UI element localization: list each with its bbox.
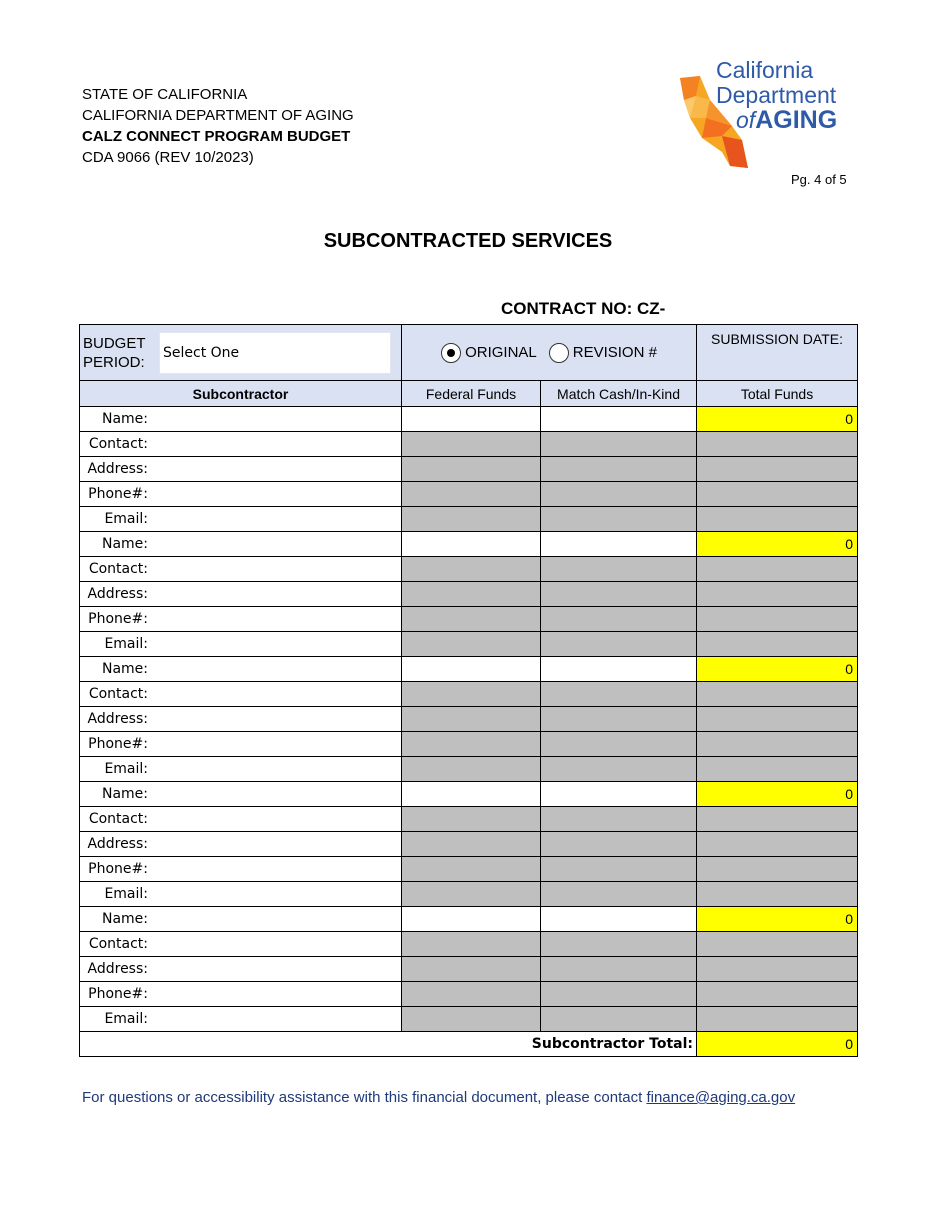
column-header-subcontractor: Subcontractor [80,381,402,407]
subcontractor-name-input[interactable] [152,407,402,432]
email-input[interactable] [152,507,402,532]
address-input[interactable] [152,707,402,732]
subcontractor-4-phone-row [80,857,858,882]
revision-radio-label: REVISION # [572,344,657,361]
header-line-state: STATE OF CALIFORNIA [82,86,248,103]
finance-email-link[interactable]: finance@aging.ca.gov [646,1089,796,1106]
subcontractor-name-input[interactable] [152,782,402,807]
address-label: Address: [87,461,148,477]
email-input[interactable] [152,632,402,657]
contact-label: Contact: [88,811,148,827]
submission-date-field[interactable]: SUBMISSION DATE: [697,325,858,381]
subcontractor-1-address-row [80,457,858,482]
subcontractor-3-phone-row [80,732,858,757]
subcontractor-1-phone-row [80,482,858,507]
footer-note [82,1089,795,1106]
phone-input[interactable] [152,857,402,882]
contact-label: Contact: [88,686,148,702]
subcontractor-2-contact-row [80,557,858,582]
contract-number-label[interactable]: CONTRACT NO: CZ- [501,299,666,318]
email-label: Email: [104,761,148,777]
header-block [82,84,354,168]
match-input[interactable] [541,407,697,432]
phone-input[interactable] [152,982,402,1007]
phone-input[interactable] [152,732,402,757]
subcontractor-5-name-row [80,907,858,932]
subcontractor-name-input[interactable] [152,532,402,557]
subcontractor-4-address-row [80,832,858,857]
contact-input[interactable] [152,807,402,832]
contact-input[interactable] [152,432,402,457]
budget-period-select[interactable]: Select One [159,332,391,374]
header-line-program: CALZ CONNECT PROGRAM BUDGET [82,128,351,145]
total-funds-value: 0 [697,782,858,807]
phone-label: Phone#: [88,986,148,1002]
address-label: Address: [87,836,148,852]
subcontractor-2-address-row [80,582,858,607]
federal-funds-input[interactable] [402,657,541,682]
address-label: Address: [87,961,148,977]
page-number: Pg. 4 of 5 [791,172,847,187]
federal-funds-input[interactable] [402,532,541,557]
email-label: Email: [104,511,148,527]
match-input[interactable] [541,782,697,807]
contact-input[interactable] [152,682,402,707]
logo-of: of [736,107,756,133]
agency-logo-wordmark [716,58,837,133]
address-input[interactable] [152,832,402,857]
subcontractor-5-phone-row [80,982,858,1007]
subcontractor-total-value: 0 [697,1032,858,1057]
header-line-department: CALIFORNIA DEPARTMENT OF AGING [82,107,354,124]
match-input[interactable] [541,907,697,932]
logo-line-aging [716,108,837,133]
page-title: SUBCONTRACTED SERVICES [323,230,613,252]
phone-input[interactable] [152,607,402,632]
subcontractor-4-name-row [80,782,858,807]
subcontractor-3-name-row [80,657,858,682]
name-label: Name: [101,786,148,802]
federal-funds-input[interactable] [402,407,541,432]
email-input[interactable] [152,882,402,907]
subcontractor-3-address-row [80,707,858,732]
address-label: Address: [87,586,148,602]
email-label: Email: [104,886,148,902]
subcontractor-5-email-row [80,1007,858,1032]
address-input[interactable] [152,457,402,482]
subcontractor-2-name-row [80,532,858,557]
footer-text: For questions or accessibility assistance with this financial document, please contact [82,1089,647,1106]
total-funds-value: 0 [697,907,858,932]
total-funds-value: 0 [697,657,858,682]
original-radio[interactable] [441,343,461,363]
name-label: Name: [101,411,148,427]
email-label: Email: [104,636,148,652]
phone-label: Phone#: [88,486,148,502]
phone-label: Phone#: [88,861,148,877]
logo-line-department: Department [716,82,837,108]
logo-aging: AGING [755,106,838,134]
federal-funds-input[interactable] [402,782,541,807]
email-input[interactable] [152,757,402,782]
total-funds-value: 0 [697,532,858,557]
subcontractor-total-label: Subcontractor Total: [80,1032,697,1057]
contact-input[interactable] [152,557,402,582]
subcontractor-4-contact-row [80,807,858,832]
subcontractor-5-contact-row [80,932,858,957]
address-input[interactable] [152,957,402,982]
subcontractor-1-email-row [80,507,858,532]
address-label: Address: [87,711,148,727]
subcontractor-1-contact-row [80,432,858,457]
name-label: Name: [101,661,148,677]
contact-input[interactable] [152,932,402,957]
match-input[interactable] [541,532,697,557]
phone-label: Phone#: [88,611,148,627]
contact-label: Contact: [88,936,148,952]
subcontractor-5-address-row [80,957,858,982]
phone-input[interactable] [152,482,402,507]
budget-period-label: BUDGET PERIOD: [83,334,146,371]
federal-funds-input[interactable] [402,907,541,932]
subcontractor-name-input[interactable] [152,657,402,682]
budget-period-cell [80,325,402,381]
subcontractor-2-email-row [80,632,858,657]
subcontractor-3-contact-row [80,682,858,707]
column-header-match: Match Cash/In-Kind [541,381,697,407]
email-input[interactable] [152,1007,402,1032]
logo-line-california: California [716,57,814,83]
revision-radio[interactable] [549,343,569,363]
email-label: Email: [104,1011,148,1027]
original-radio-label: ORIGINAL [465,344,537,361]
subcontractor-3-email-row [80,757,858,782]
address-input[interactable] [152,582,402,607]
contact-label: Contact: [88,436,148,452]
subcontract-budget-table [79,324,858,1057]
subcontractor-name-input[interactable] [152,907,402,932]
name-label: Name: [101,911,148,927]
total-funds-value: 0 [697,407,858,432]
subcontractor-total-row [80,1032,858,1057]
submission-type-cell [402,325,697,381]
column-header-total-funds: Total Funds [697,381,858,407]
match-input[interactable] [541,657,697,682]
subcontractor-2-phone-row [80,607,858,632]
contact-label: Contact: [88,561,148,577]
column-header-federal-funds: Federal Funds [402,381,541,407]
name-label: Name: [101,536,148,552]
subcontractor-4-email-row [80,882,858,907]
header-line-form-number: CDA 9066 (REV 10/2023) [82,149,254,166]
phone-label: Phone#: [88,736,148,752]
subcontractor-1-name-row [80,407,858,432]
